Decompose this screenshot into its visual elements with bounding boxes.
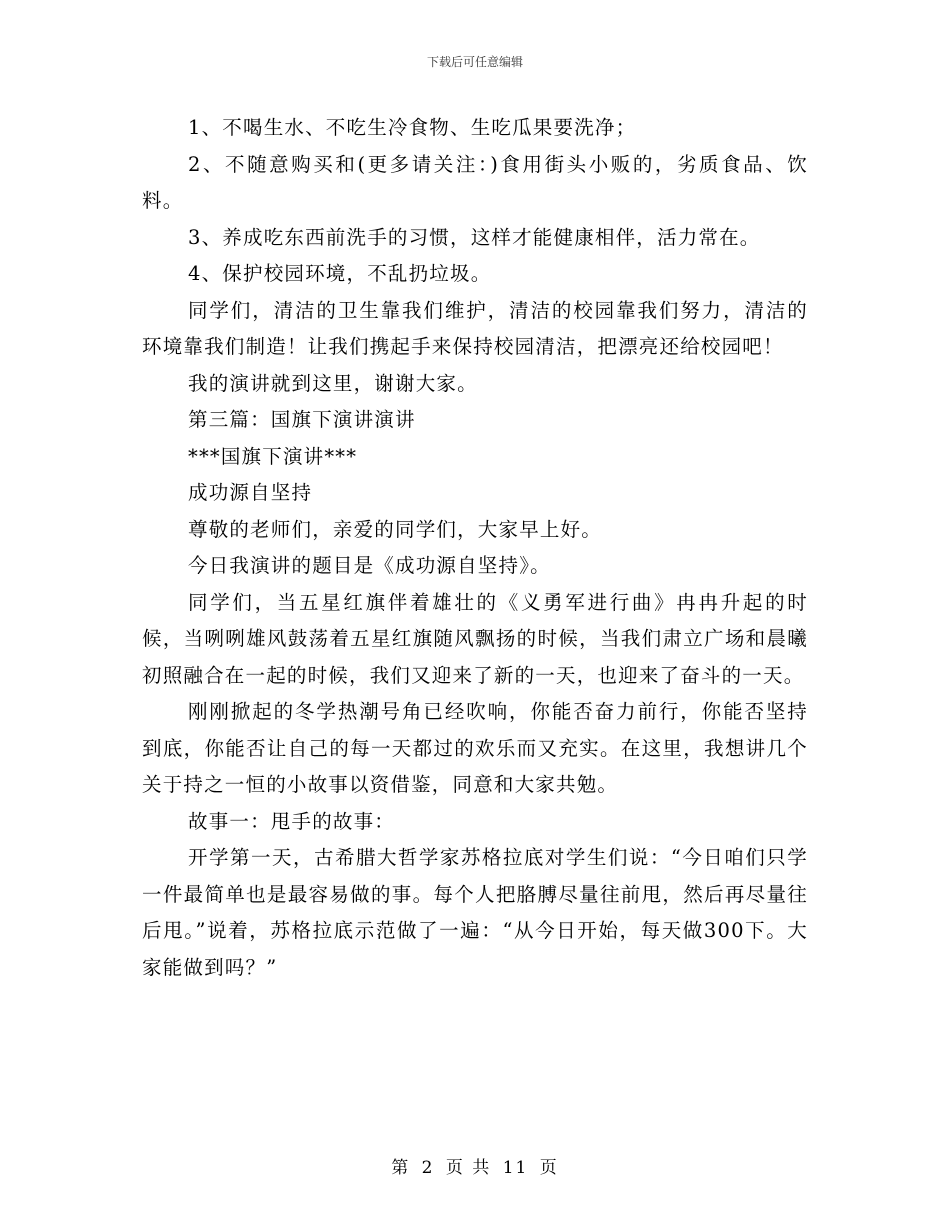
paragraph: 刚刚掀起的冬学热潮号角已经吹响，你能否奋力前行，你能否坚持到底，你能否让自己的每一天都过的欢乐而又充实。在这里，我想讲几个关于持之一恒的小故事以资借鉴，同意和大家共勉。 bbox=[142, 700, 808, 796]
story-heading: 故事一：甩手的故事： bbox=[188, 809, 396, 833]
speech-heading: ***国旗下演讲*** bbox=[188, 444, 358, 468]
paragraph: 3、养成吃东西前洗手的习惯，这样才能健康相伴，活力常在。 bbox=[188, 225, 761, 249]
footer-prefix: 第 bbox=[391, 1158, 411, 1178]
paragraph: 今日我演讲的题目是《成功源自坚持》。 bbox=[188, 554, 551, 577]
speech-title: 成功源自坚持 bbox=[188, 481, 313, 504]
page-footer bbox=[0, 1153, 950, 1178]
footer-page-number: 2 bbox=[421, 1158, 435, 1178]
paragraph: 尊敬的老师们，亲爱的同学们，大家早上好。 bbox=[188, 517, 603, 541]
paragraph: 我的演讲就到这里，谢谢大家。 bbox=[188, 371, 478, 395]
paragraph: 同学们，当五星红旗伴着雄壮的《义勇军进行曲》冉冉升起的时候，当咧咧雄风鼓荡着五星红旗随风飘扬的时候，当我们肃立广场和晨曦初照融合在一起的时候，我们又迎来了新的一天，也迎来了奋斗的一天。 bbox=[142, 590, 808, 687]
paragraph: 同学们，清洁的卫生靠我们维护，清洁的校园靠我们努力，清洁的环境靠我们制造！让我们携起手来保持校园清洁，把漂亮还给校园吧！ bbox=[142, 298, 808, 358]
footer-middle: 页 共 bbox=[445, 1158, 492, 1178]
paragraph: 1、不喝生水、不吃生冷食物、生吃瓜果要洗净； bbox=[188, 116, 637, 139]
paragraph: 4、保护校园环境，不乱扔垃圾。 bbox=[188, 262, 492, 285]
footer-total-pages: 11 bbox=[502, 1158, 529, 1178]
paragraph: 开学第一天，古希腊大哲学家苏格拉底对学生们说：“今日咱们只学一件最简单也是最容易做的事。每个人把胳膊尽量往前甩，然后再尽量往后甩。”说着，苏格拉底示范做了一遍：“从今日开始，每天做300下。大家能做到吗？” bbox=[142, 846, 808, 979]
paragraph: 2、不随意购买和(更多请关注：)食用街头小贩的，劣质食品、饮料。 bbox=[142, 152, 808, 212]
page-header: 下载后可任意编辑 bbox=[426, 55, 523, 69]
footer-suffix: 页 bbox=[539, 1158, 559, 1178]
section-heading: 第三篇：国旗下演讲演讲 bbox=[188, 408, 416, 431]
document-body bbox=[142, 110, 808, 986]
